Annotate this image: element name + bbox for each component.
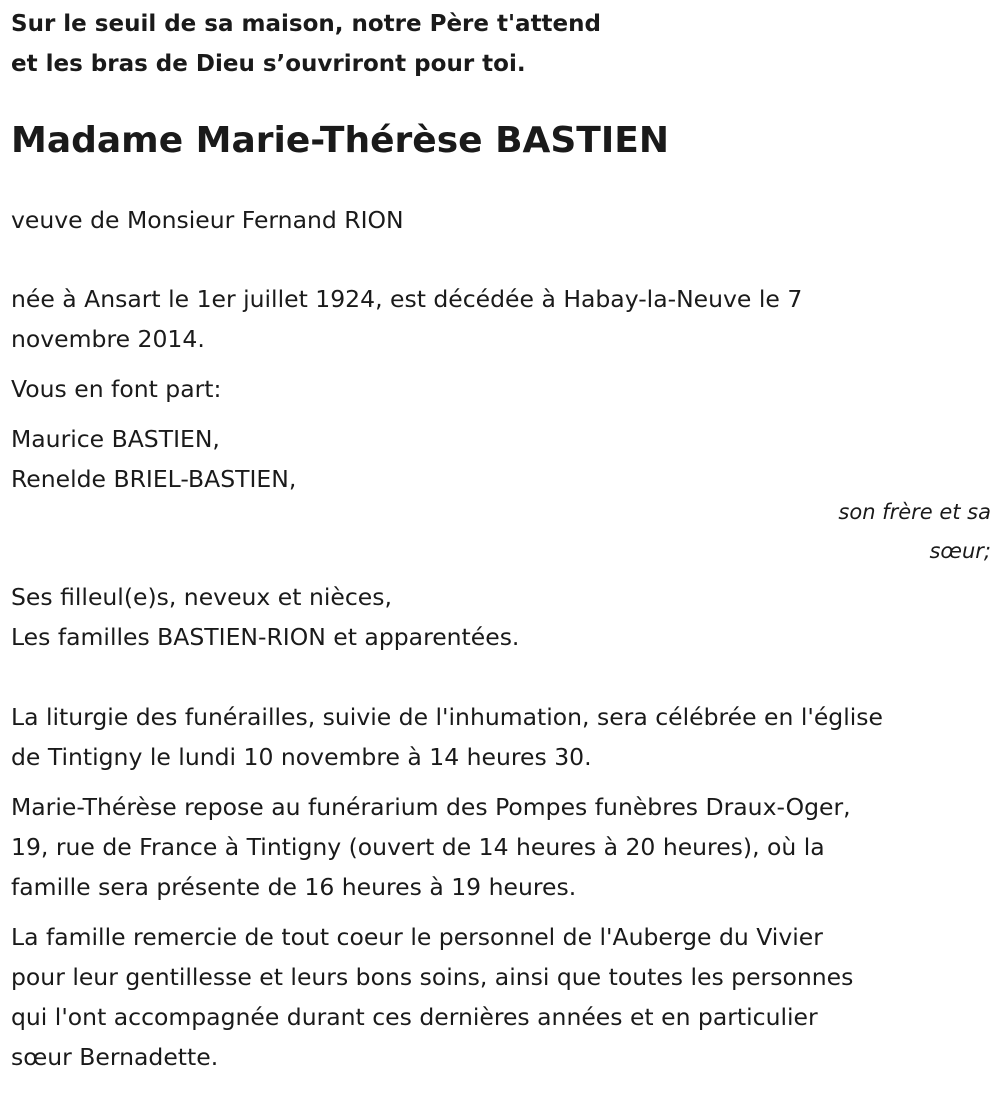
verse-line-2: et les bras de Dieu s’ouvriront pour toi.	[11, 51, 526, 77]
family-name-1: Maurice BASTIEN,	[11, 425, 220, 453]
birth-death-line-1: née à Ansart le 1er juillet 1924, est décédée à Habay-la-Neuve le 7	[11, 285, 803, 313]
relation-line-2: sœur;	[929, 539, 991, 563]
verse-line-1: Sur le seuil de sa maison, notre Père t'attend	[11, 11, 601, 37]
extended-family-line-2: Les familles BASTIEN-RION et apparentées.	[11, 623, 520, 651]
funeral-home-paragraph	[11, 787, 991, 907]
announcement-intro-text: Vous en font part:	[11, 375, 222, 403]
liturgy-paragraph	[11, 697, 991, 777]
birth-death-line-2: novembre 2014.	[11, 325, 205, 353]
opening-verse	[11, 4, 991, 84]
obituary-notice	[11, 0, 991, 1077]
liturgy-line-2: de Tintigny le lundi 10 novembre à 14 heures 30.	[11, 743, 592, 771]
thanks-line-4: sœur Bernadette.	[11, 1043, 219, 1071]
extended-family-paragraph	[11, 577, 991, 657]
funeral-home-line-1: Marie-Thérèse repose au funérarium des Pompes funèbres Draux-Oger,	[11, 793, 851, 821]
thanks-line-1: La famille remercie de tout coeur le personnel de l'Auberge du Vivier	[11, 923, 823, 951]
family-names-list	[11, 419, 991, 499]
thanks-line-2: pour leur gentillesse et leurs bons soins, ainsi que toutes les personnes	[11, 963, 854, 991]
liturgy-line-1: La liturgie des funérailles, suivie de l'inhumation, sera célébrée en l'église	[11, 703, 883, 731]
birth-death-paragraph	[11, 279, 991, 359]
family-name-2: Renelde BRIEL-BASTIEN,	[11, 465, 297, 493]
widow-of-line	[11, 200, 991, 240]
relation-line-1: son frère et sa	[838, 500, 991, 524]
announcement-intro	[11, 369, 991, 409]
deceased-name: Madame Marie-Thérèse BASTIEN	[11, 120, 669, 161]
thanks-paragraph	[11, 917, 991, 1077]
thanks-line-3: qui l'ont accompagnée durant ces dernières années et en particulier	[11, 1003, 818, 1031]
funeral-home-line-2: 19, rue de France à Tintigny (ouvert de 14 heures à 20 heures), où la	[11, 833, 825, 861]
relation-note	[11, 493, 991, 571]
funeral-home-line-3: famille sera présente de 16 heures à 19 heures.	[11, 873, 577, 901]
extended-family-line-1: Ses filleul(e)s, neveux et nièces,	[11, 583, 392, 611]
widow-of-text: veuve de Monsieur Fernand RION	[11, 206, 404, 234]
